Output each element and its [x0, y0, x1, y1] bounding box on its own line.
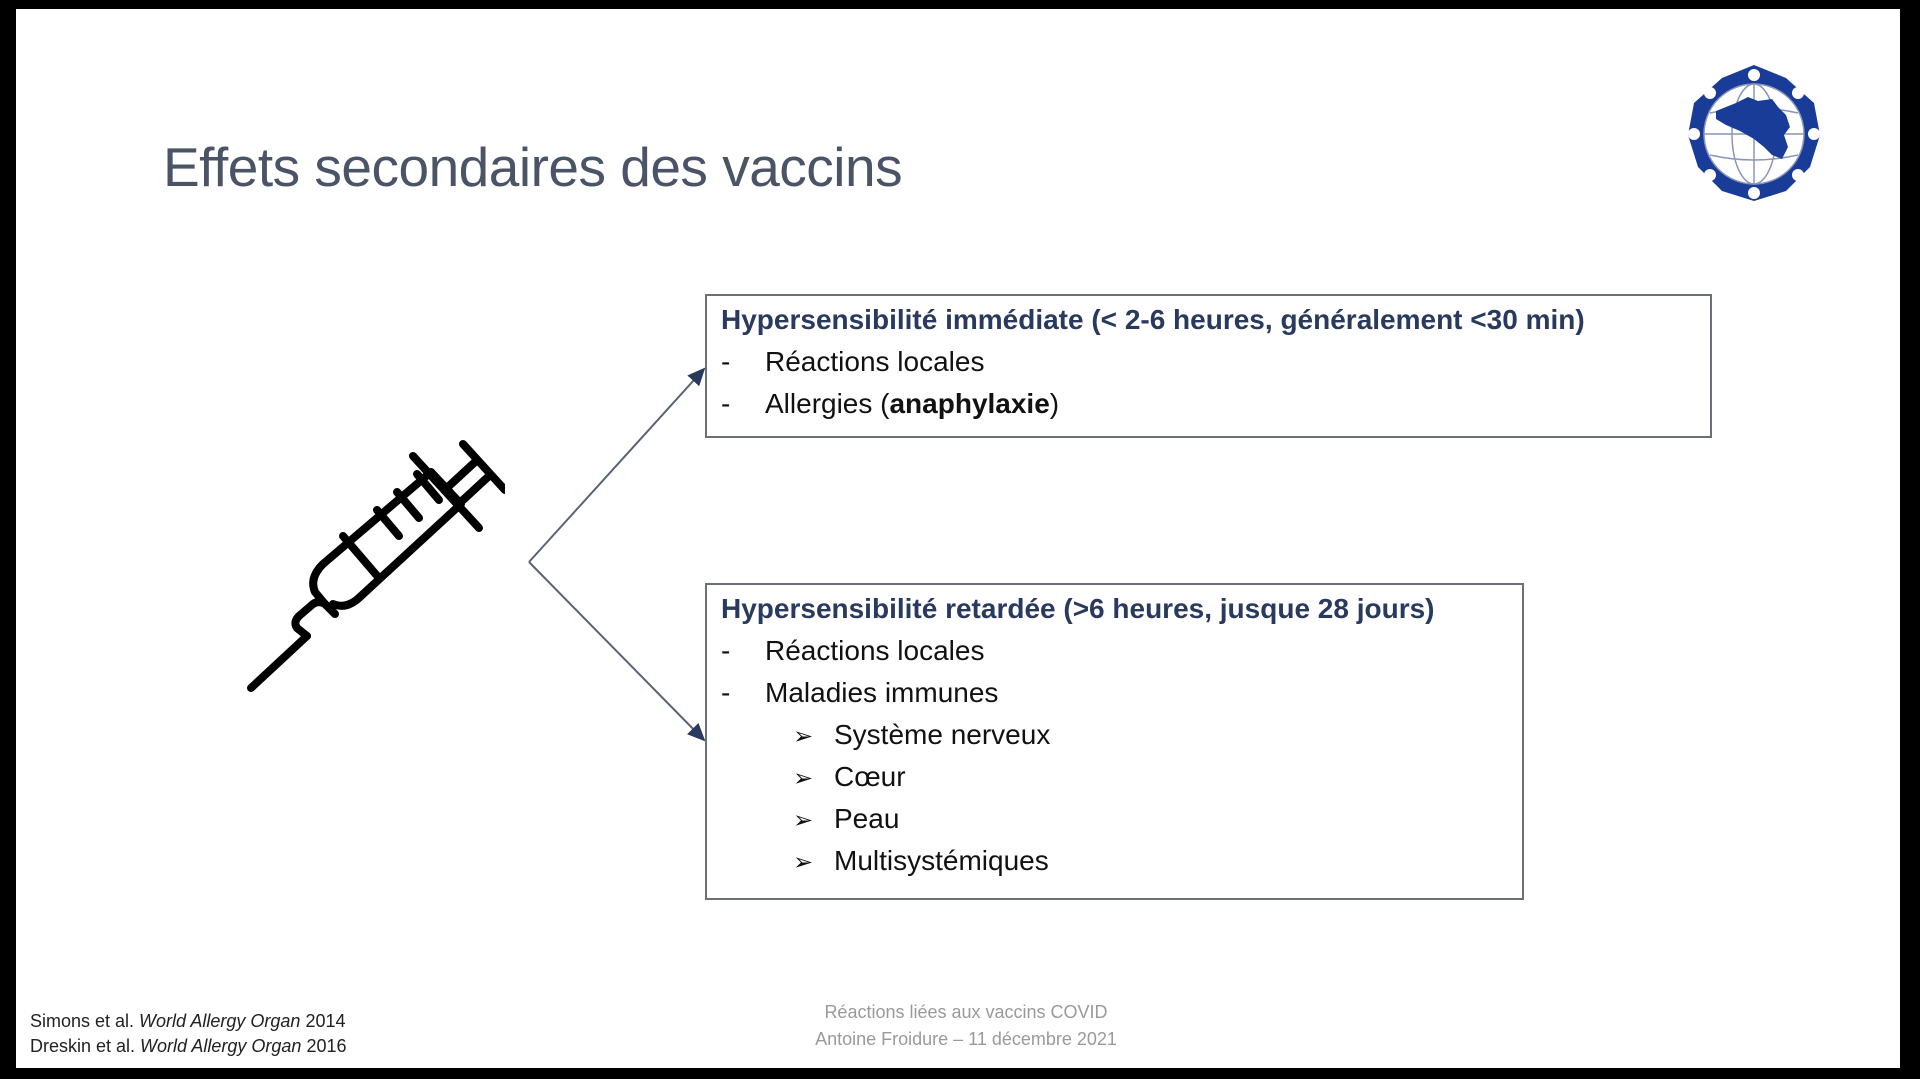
- slide: [16, 9, 1900, 1068]
- emphasis-anaphylaxie: anaphylaxie: [889, 388, 1050, 419]
- list-item: - Réactions locales: [721, 630, 984, 672]
- arrow-bullet-icon: ➢: [793, 723, 814, 750]
- slide-footer: [616, 999, 1316, 1053]
- immediate-hypersensitivity-box: [705, 294, 1712, 438]
- box-heading: Hypersensibilité immédiate (< 2-6 heures, généralement <30 min): [721, 304, 1585, 335]
- footer-presentation-title: Réactions liées aux vaccins COVID: [824, 1002, 1108, 1022]
- dash-bullet: -: [721, 346, 731, 377]
- arrow-bullet-icon: ➢: [793, 849, 814, 876]
- arrow-to-immediate: [529, 369, 704, 562]
- arrow-bullet-icon: ➢: [793, 765, 814, 792]
- sub-list-item: ➢ Système nerveux: [793, 714, 1050, 758]
- syringe-icon: [235, 432, 505, 704]
- dash-bullet: -: [721, 388, 731, 419]
- reference-item: Dreskin et al. World Allergy Organ 2016: [30, 1036, 347, 1056]
- references: [30, 1009, 346, 1059]
- box-heading: Hypersensibilité retardée (>6 heures, jusque 28 jours): [721, 593, 1435, 624]
- dash-bullet: -: [721, 677, 731, 708]
- sub-list-item: ➢ Cœur: [793, 756, 906, 800]
- arrow-to-delayed: [529, 562, 704, 740]
- list-item: - Réactions locales: [721, 341, 984, 383]
- list-item: - Allergies (anaphylaxie): [721, 383, 1059, 425]
- arrow-bullet-icon: ➢: [793, 807, 814, 834]
- sub-list-item: ➢ Multisystémiques: [793, 840, 1049, 884]
- sub-list-item: ➢ Peau: [793, 798, 899, 842]
- delayed-hypersensitivity-box: [705, 583, 1524, 900]
- reference-item: Simons et al. World Allergy Organ 2014: [30, 1011, 346, 1031]
- dash-bullet: -: [721, 635, 731, 666]
- footer-author-date: Antoine Froidure – 11 décembre 2021: [815, 1029, 1117, 1049]
- slide-title: Effets secondaires des vaccins: [163, 136, 903, 198]
- list-item: - Maladies immunes: [721, 672, 998, 714]
- belgian-globe-octagon-logo-icon: [1686, 63, 1822, 203]
